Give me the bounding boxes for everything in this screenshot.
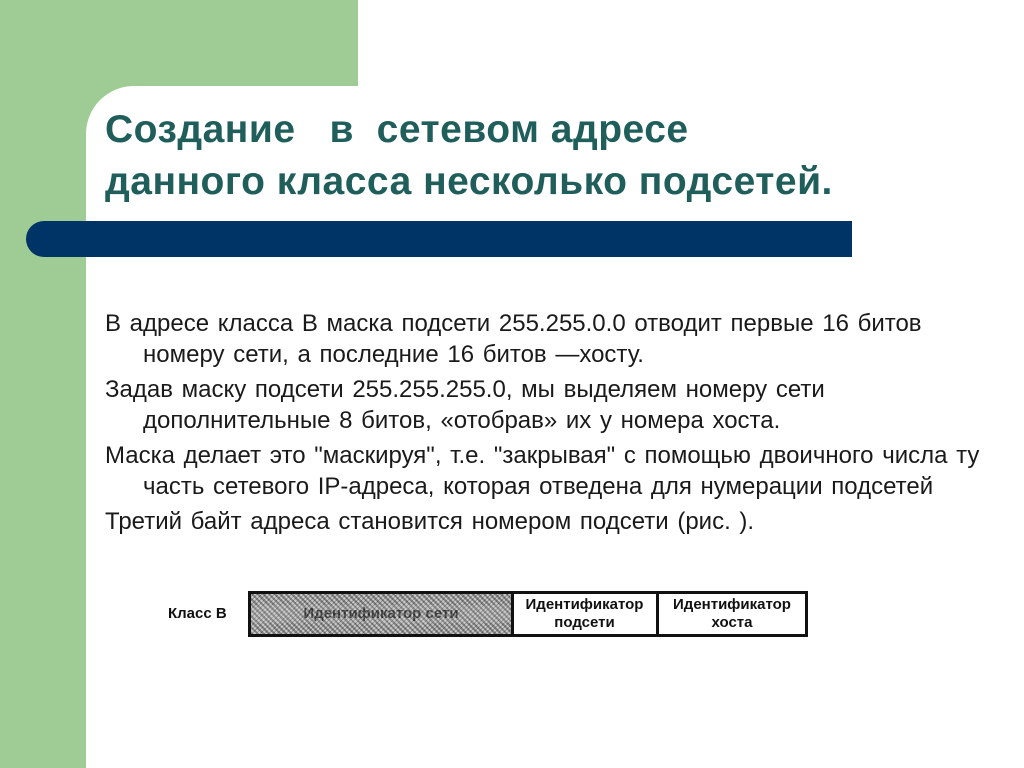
slide-title-line-1: Создание в сетевом адресе [105, 108, 689, 151]
host-id-segment [657, 591, 808, 637]
paragraph-masking: Маска делает это "маскируя", т.е. "закрывая" с помощью двоичного числа ту часть сетевого IP-адреса, которая отведена для нумерации подсетей [105, 442, 980, 500]
slide-title [105, 104, 833, 208]
network-id-label: Идентификатор сети [251, 605, 511, 623]
slide-title-line-2: данного класса несколько подсетей. [105, 160, 833, 203]
subnet-id-segment [511, 591, 659, 637]
class-b-address-diagram [168, 591, 810, 641]
paragraph-subnet-mask: Задав маску подсети 255.255.255.0, мы выделяем номеру сети дополнительные 8 битов, «отобрав» их у номера хоста. [105, 376, 825, 434]
subnet-id-label: Идентификатор подсети [525, 596, 644, 631]
host-id-label: Идентификатор хоста [673, 596, 791, 631]
class-label: Класс В [168, 605, 227, 622]
paragraph-class-b-mask: В адресе класса В маска подсети 255.255.0.0 отводит первые 16 битов номеру сети, а последние 16 битов —хосту. [105, 310, 922, 368]
slide-body [105, 308, 995, 541]
paragraph-third-byte: Третий байт адреса становится номером подсети (рис. ). [105, 508, 755, 535]
network-id-segment [248, 591, 514, 637]
title-underline-bar [26, 221, 852, 257]
